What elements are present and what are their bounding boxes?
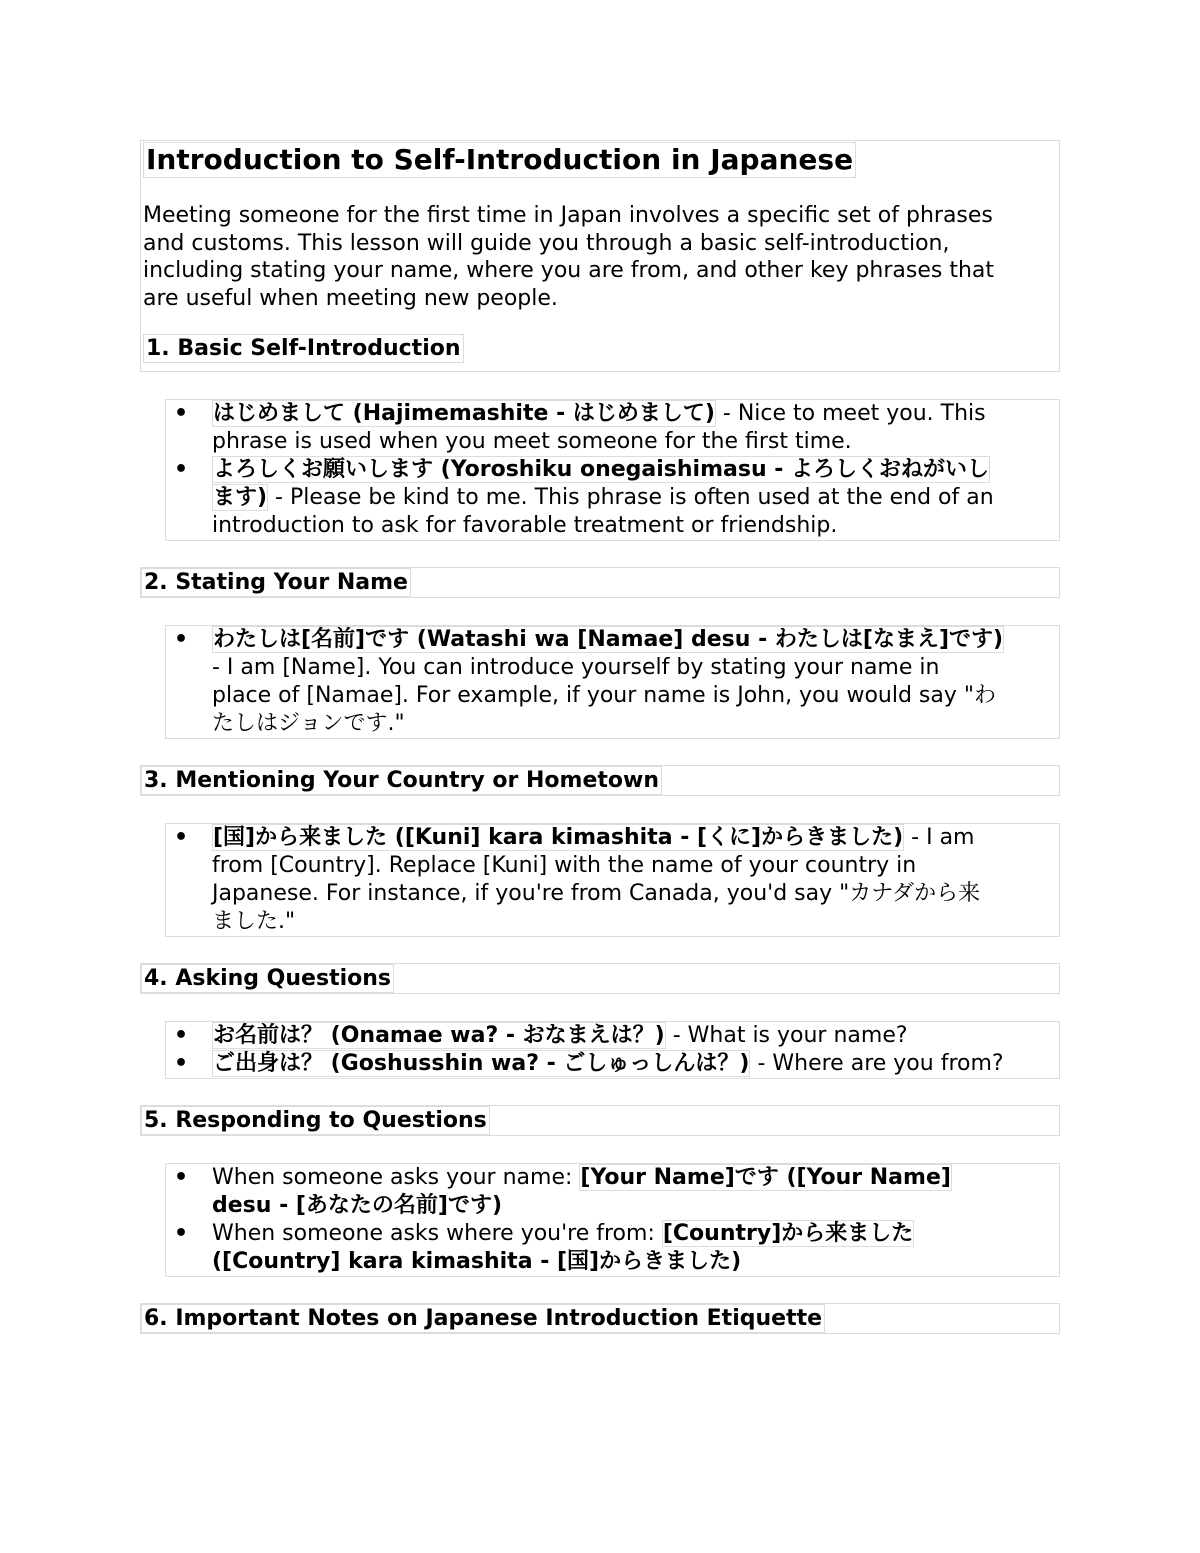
section-heading-responding-to-questions: 5. Responding to Questions bbox=[141, 1106, 490, 1135]
list-item: • ご出身は？ (Goshusshin wa? - ごしゅっしんは？) - Where are you from? bbox=[174, 1051, 1004, 1076]
section-list-asking-questions bbox=[165, 1021, 1060, 1079]
list-item: • When someone asks your name: [Your Name]です ([Your Name] desu - [あなたの名前]です) bbox=[174, 1165, 951, 1218]
list-item: • わたしは[名前]です (Watashi wa [Namae] desu - わたしは[なまえ]です) - I am [Name]. You can introduce yourself by stating your name in place of [Namae]. For example, if your name is John, you would say "わ たしはジョンです." bbox=[174, 627, 1004, 736]
bullet-icon: • bbox=[174, 1023, 189, 1048]
bullet-icon: • bbox=[174, 401, 189, 426]
bullet-icon: • bbox=[174, 825, 189, 850]
section-list-stating-your-name bbox=[165, 625, 1060, 739]
section-heading-row bbox=[140, 765, 1060, 796]
bullet-icon: • bbox=[174, 1221, 189, 1246]
list-item: • お名前は？ (Onamae wa? - おなまえは？) - What is your name? bbox=[174, 1023, 908, 1048]
section-heading-basic-self-introduction: 1. Basic Self-Introduction bbox=[143, 334, 464, 363]
bullet-icon: • bbox=[174, 1165, 189, 1190]
bullet-icon: • bbox=[174, 457, 189, 482]
section-heading-country-or-hometown: 3. Mentioning Your Country or Hometown bbox=[141, 766, 662, 795]
section-heading-etiquette-notes: 6. Important Notes on Japanese Introduction Etiquette bbox=[141, 1304, 825, 1333]
list-item: • よろしくお願いします (Yoroshiku onegaishimasu - よろしくおねがいし ます) - Please be kind to me. This phrase is often used at the end of an introduction to ask for favorable treatment or friendship. bbox=[174, 457, 994, 538]
section-heading-row bbox=[140, 963, 1060, 994]
intro-paragraph: Meeting someone for the first time in Japan involves a specific set of phrases and customs. This lesson will guide you through a basic self-introduction, including stating your name, where you are from, and other key phrases that are useful when meeting new people. bbox=[143, 203, 995, 311]
list-item: • [国]から来ました ([Kuni] kara kimashita - [くに]からきました) - I am from [Country]. Replace [Kuni] with the name of your country in Japanese. For instance, if you're from Canada, you'd say "カナダから来 ました." bbox=[174, 825, 981, 934]
section-heading-row bbox=[140, 567, 1060, 598]
document-page bbox=[140, 140, 1060, 1334]
section-list-basic-self-introduction bbox=[165, 399, 1060, 541]
section-heading-stating-your-name: 2. Stating Your Name bbox=[141, 568, 411, 597]
section-heading-row bbox=[140, 1303, 1060, 1334]
section-list-country-or-hometown bbox=[165, 823, 1060, 937]
intro-block bbox=[140, 140, 1060, 372]
bullet-icon: • bbox=[174, 627, 189, 652]
section-heading-asking-questions: 4. Asking Questions bbox=[141, 964, 394, 993]
list-item: • When someone asks where you're from: [Country]から来ました ([Country] kara kimashita - [国]からきました) bbox=[174, 1221, 914, 1274]
page-title: Introduction to Self-Introduction in Japanese bbox=[143, 142, 856, 178]
section-heading-row bbox=[140, 1105, 1060, 1136]
section-list-responding-to-questions bbox=[165, 1163, 1060, 1277]
list-item: • はじめまして (Hajimemashite - はじめまして) - Nice to meet you. This phrase is used when you meet someone for the first time. bbox=[174, 401, 986, 454]
bullet-icon: • bbox=[174, 1051, 189, 1076]
